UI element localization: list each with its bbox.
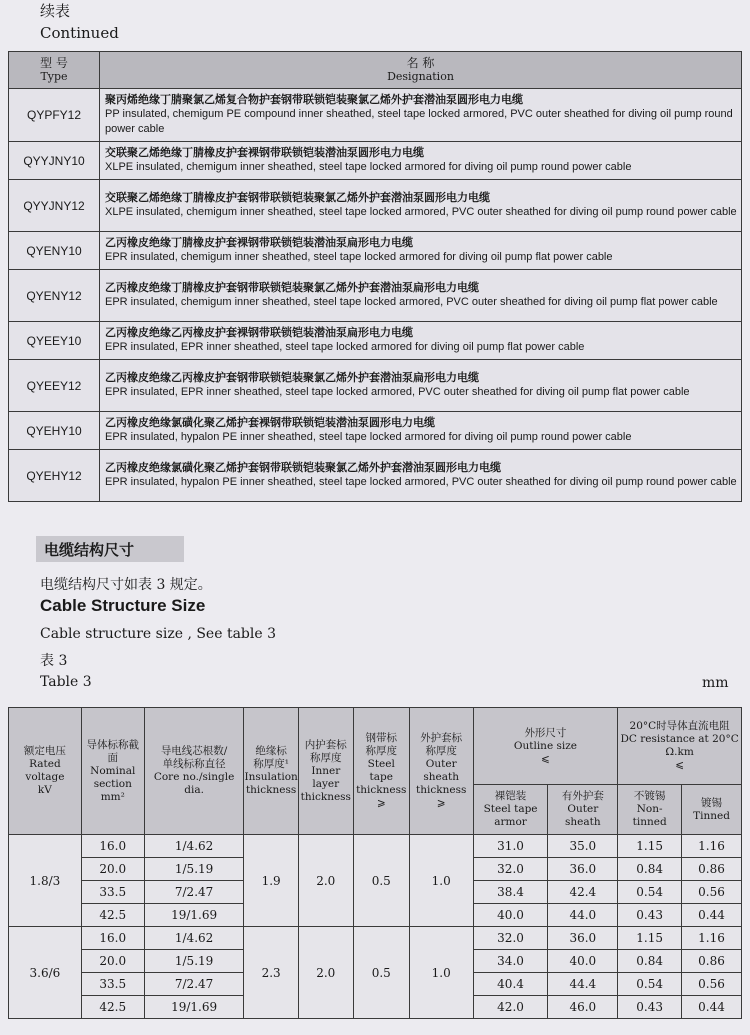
bare-armor-cell: 38.4 — [473, 881, 548, 904]
type-code: QYENY10 — [9, 232, 100, 270]
inner-header-en3: thickness — [300, 790, 351, 803]
tinned-header — [682, 785, 742, 835]
outer-header-en3: thickness — [416, 784, 467, 796]
designation-en: EPR insulated, EPR inner sheathed, steel tape locked armored for diving oil pump flat power cable — [105, 341, 585, 353]
outer-sheath-cell: 46.0 — [548, 996, 618, 1019]
inner-header-en2: layer — [312, 777, 340, 790]
nominal-section-cell: 16.0 — [81, 835, 144, 858]
nominal-section-cell: 33.5 — [81, 973, 144, 996]
bare-header-en1: Steel tape — [483, 803, 538, 815]
nontinned-header-en2: tinned — [632, 816, 667, 828]
non-tinned-cell: 1.15 — [618, 835, 682, 858]
outer-sheath-cell: 36.0 — [548, 927, 618, 950]
inner-header-en1: Inner — [311, 764, 341, 777]
designation-zh: 乙丙橡皮绝缘丁腈橡皮护套钢带联锁铠装聚氯乙烯外护套潜油泵扁形电力电缆 — [105, 281, 479, 294]
nontinned-header-en1: Non- — [636, 803, 663, 815]
outer-sheath-cell: 44.4 — [548, 973, 618, 996]
table1-header — [9, 52, 742, 89]
outer-sheath-header — [548, 785, 618, 835]
designation-row — [9, 180, 742, 232]
designation-zh: 乙丙橡皮绝缘丁腈橡皮护套裸钢带联锁铠装潜油泵扁形电力电缆 — [105, 236, 413, 249]
designation-cell — [100, 360, 742, 412]
table3-label-zh: 表 3 — [40, 653, 68, 669]
designation-row — [9, 232, 742, 270]
steel-header-zh1: 钢带标 — [365, 732, 397, 744]
steel-header-zh2: 称厚度 — [365, 745, 397, 757]
steel-thickness-cell: 0.5 — [353, 835, 409, 927]
section-header-en2: section — [93, 777, 132, 790]
outer-sheath-cell: 35.0 — [548, 835, 618, 858]
bare-armor-header — [473, 785, 548, 835]
continued-label-zh: 续表 — [40, 2, 71, 20]
inner-header — [298, 708, 353, 835]
insulation-header-zh2: 称厚度¹ — [253, 758, 289, 770]
core-dia-cell: 1/4.62 — [144, 927, 244, 950]
type-header — [9, 52, 100, 89]
core-dia-cell: 19/1.69 — [144, 904, 244, 927]
type-header-en: Type — [40, 70, 68, 83]
designation-row — [9, 270, 742, 322]
designation-zh: 聚丙烯绝缘丁腈聚氯乙烯复合物护套钢带联锁铠装聚氯乙烯外护套潜油泵圆形电力电缆 — [105, 93, 523, 106]
designation-row — [9, 89, 742, 142]
tinned-cell: 0.44 — [682, 904, 742, 927]
withouter-header-zh: 有外护套 — [561, 790, 604, 802]
designation-zh: 乙丙橡皮绝缘氯磺化聚乙烯护套裸钢带联锁铠装潜油泵圆形电力电缆 — [105, 416, 435, 429]
designation-en: PP insulated, chemigum PE compound inner sheathed, steel tape locked armored, PVC outer sheathed for diving oil pump round power cable — [105, 108, 733, 135]
outer-sheath-cell: 44.0 — [548, 904, 618, 927]
steel-header-en2: tape — [369, 771, 393, 783]
section-heading-en: Cable Structure Size — [40, 596, 206, 615]
non-tinned-cell: 1.15 — [618, 927, 682, 950]
core-header — [144, 708, 244, 835]
core-header-en2: dia. — [184, 784, 204, 796]
core-dia-cell: 1/5.19 — [144, 950, 244, 973]
steel-header-sym: ⩾ — [376, 797, 386, 809]
tinned-cell: 0.86 — [682, 858, 742, 881]
designation-en: EPR insulated, chemigum inner sheathed, steel tape locked armored, PVC outer sheathed for diving oil pump flat power cable — [105, 296, 718, 308]
outer-thickness-cell: 1.0 — [409, 835, 473, 927]
withouter-header-en1: Outer — [567, 803, 599, 815]
outer-sheath-cell: 40.0 — [548, 950, 618, 973]
designation-en: XLPE insulated, chemigum inner sheathed, steel tape locked armored, PVC outer sheathed for diving oil pump round power cable — [105, 206, 737, 218]
section-heading-zh: 电缆结构尺寸 — [44, 541, 135, 559]
outer-header-en2: sheath — [423, 771, 459, 783]
bare-armor-cell: 32.0 — [473, 858, 548, 881]
designation-en: EPR insulated, EPR inner sheathed, steel tape locked armored, PVC outer sheathed for diving oil pump flat power cable — [105, 386, 690, 398]
nominal-section-cell: 20.0 — [81, 858, 144, 881]
bare-armor-cell: 40.4 — [473, 973, 548, 996]
table-row — [9, 927, 742, 950]
designation-zh: 乙丙橡皮绝缘乙丙橡皮护套钢带联锁铠装聚氯乙烯外护套潜油泵扁形电力电缆 — [105, 371, 479, 384]
voltage-header-en2: voltage — [25, 771, 65, 783]
type-header-zh: 型 号 — [40, 56, 68, 70]
insulation-thickness-cell: 1.9 — [244, 835, 298, 927]
type-code: QYENY12 — [9, 270, 100, 322]
designation-zh: 乙丙橡皮绝缘氯磺化聚乙烯护套钢带联锁铠装聚氯乙烯外护套潜油泵圆形电力电缆 — [105, 461, 501, 474]
dc-header-sym: ⩽ — [675, 759, 685, 771]
outline-header-zh: 外形尺寸 — [524, 726, 567, 739]
dc-header-zh: 20°C时导体直流电阻 — [629, 720, 730, 732]
nominal-section-cell: 33.5 — [81, 881, 144, 904]
designation-cell — [100, 412, 742, 450]
core-header-zh2: 单线标称直径 — [162, 758, 226, 770]
dc-header-en2: Ω.km — [665, 746, 694, 758]
designation-header-en: Designation — [387, 70, 454, 83]
core-header-en1: Core no./single — [153, 771, 235, 783]
bare-header-zh: 裸铠装 — [494, 790, 527, 802]
core-dia-cell: 19/1.69 — [144, 996, 244, 1019]
designation-header-zh: 名 称 — [406, 56, 435, 70]
section-header — [81, 708, 144, 835]
withouter-header-en2: sheath — [565, 816, 601, 828]
outer-header-en1: Outer — [425, 758, 457, 770]
type-code: QYYJNY12 — [9, 180, 100, 232]
inner-thickness-cell: 2.0 — [298, 835, 353, 927]
non-tinned-cell: 0.43 — [618, 996, 682, 1019]
steel-header-en3: thickness — [356, 784, 407, 796]
non-tinned-cell: 0.84 — [618, 858, 682, 881]
designation-cell — [100, 322, 742, 360]
type-code: QYEHY12 — [9, 450, 100, 502]
designation-row — [9, 450, 742, 502]
outer-header-zh1: 外护套标 — [420, 732, 463, 744]
voltage-header — [9, 708, 82, 835]
type-code: QYEHY10 — [9, 412, 100, 450]
tinned-cell: 0.56 — [682, 881, 742, 904]
tinned-cell: 0.44 — [682, 996, 742, 1019]
designation-en: EPR insulated, chemigum inner sheathed, steel tape locked armored for diving oil pump flat power cable — [105, 251, 613, 263]
nominal-section-cell: 16.0 — [81, 927, 144, 950]
inner-header-zh2: 称厚度 — [310, 751, 342, 764]
nontinned-header-zh: 不镀锡 — [633, 790, 666, 802]
tinned-cell: 0.56 — [682, 973, 742, 996]
insulation-header — [244, 708, 298, 835]
designation-en: EPR insulated, hypalon PE inner sheathed, steel tape locked armored for diving oil pump round power cable — [105, 431, 632, 443]
designation-cell — [100, 89, 742, 142]
designation-zh: 乙丙橡皮绝缘乙丙橡皮护套裸钢带联锁铠装潜油泵扁形电力电缆 — [105, 326, 413, 339]
type-code: QYEEY12 — [9, 360, 100, 412]
designation-en: EPR insulated, hypalon PE inner sheathed, steel tape locked armored, PVC outer sheathed for diving oil pump round power cable — [105, 476, 737, 488]
tinned-header-en: Tinned — [693, 809, 730, 822]
type-designation-table — [8, 51, 742, 502]
non-tinned-cell: 0.54 — [618, 973, 682, 996]
designation-header — [100, 52, 742, 89]
tinned-cell: 1.16 — [682, 927, 742, 950]
nominal-section-cell: 20.0 — [81, 950, 144, 973]
outer-sheath-cell: 42.4 — [548, 881, 618, 904]
outer-sheath-cell: 36.0 — [548, 858, 618, 881]
designation-cell — [100, 232, 742, 270]
outer-header-zh2: 称厚度 — [425, 745, 457, 757]
nominal-section-cell: 42.5 — [81, 996, 144, 1019]
section-intro-zh: 电缆结构尺寸如表 3 规定。 — [40, 577, 212, 593]
rated-voltage-cell: 1.8/3 — [9, 835, 82, 927]
tinned-cell: 0.86 — [682, 950, 742, 973]
non-tinned-header — [618, 785, 682, 835]
core-header-zh1: 导电线芯根数/ — [160, 745, 228, 757]
bare-armor-cell: 40.0 — [473, 904, 548, 927]
tinned-cell: 1.16 — [682, 835, 742, 858]
outer-header — [409, 708, 473, 835]
section-header-en1: Nominal — [90, 764, 136, 777]
core-dia-cell: 1/5.19 — [144, 858, 244, 881]
insulation-header-en1: Insulation — [244, 771, 298, 783]
designation-row — [9, 412, 742, 450]
outline-header-en: Outline size — [513, 739, 577, 752]
bare-armor-cell: 32.0 — [473, 927, 548, 950]
continued-label-en: Continued — [40, 24, 119, 42]
section-intro-en: Cable structure size , See table 3 — [40, 626, 277, 642]
non-tinned-cell: 0.43 — [618, 904, 682, 927]
outline-header — [473, 708, 618, 785]
insulation-thickness-cell: 2.3 — [244, 927, 298, 1019]
bare-header-en2: armor — [494, 816, 527, 828]
outline-header-sym: ⩽ — [541, 752, 550, 765]
designation-row — [9, 360, 742, 412]
steel-header-en1: Steel — [367, 758, 395, 770]
rated-voltage-cell: 3.6/6 — [9, 927, 82, 1019]
bare-armor-cell: 34.0 — [473, 950, 548, 973]
designation-cell — [100, 142, 742, 180]
voltage-header-zh: 额定电压 — [23, 745, 66, 757]
unit-label: mm — [702, 675, 729, 691]
section-header-en3: mm² — [100, 790, 125, 803]
core-dia-cell: 7/2.47 — [144, 881, 244, 904]
table3-label-en: Table 3 — [40, 674, 92, 690]
bare-armor-cell: 31.0 — [473, 835, 548, 858]
type-code: QYYJNY10 — [9, 142, 100, 180]
type-code: QYEEY10 — [9, 322, 100, 360]
designation-cell — [100, 270, 742, 322]
dc-header — [618, 708, 742, 785]
section-header-zh: 导体标称截面 — [86, 738, 140, 764]
dc-header-en1: DC resistance at 20°C — [620, 733, 739, 745]
steel-thickness-cell: 0.5 — [353, 927, 409, 1019]
tinned-header-zh: 镀锡 — [701, 796, 723, 809]
outer-thickness-cell: 1.0 — [409, 927, 473, 1019]
voltage-header-en3: kV — [37, 784, 52, 796]
insulation-header-zh1: 绝缘标 — [255, 745, 287, 757]
designation-row — [9, 142, 742, 180]
designation-zh: 交联聚乙烯绝缘丁腈橡皮护套裸钢带联锁铠装潜油泵圆形电力电缆 — [105, 146, 424, 159]
nominal-section-cell: 42.5 — [81, 904, 144, 927]
designation-en: XLPE insulated, chemigum inner sheathed, steel tape locked armored for diving oil pump round power cable — [105, 161, 632, 173]
bare-armor-cell: 42.0 — [473, 996, 548, 1019]
non-tinned-cell: 0.54 — [618, 881, 682, 904]
steel-header — [353, 708, 409, 835]
core-dia-cell: 7/2.47 — [144, 973, 244, 996]
designation-cell — [100, 180, 742, 232]
inner-thickness-cell: 2.0 — [298, 927, 353, 1019]
table-row — [9, 835, 742, 858]
voltage-header-en1: Rated — [29, 758, 61, 770]
inner-header-zh1: 内护套标 — [304, 738, 347, 751]
table3-header-row-1 — [9, 708, 742, 785]
type-code: QYPFY12 — [9, 89, 100, 142]
designation-row — [9, 322, 742, 360]
cable-structure-table — [8, 707, 742, 1019]
core-dia-cell: 1/4.62 — [144, 835, 244, 858]
outer-header-sym: ⩾ — [436, 797, 446, 809]
designation-cell — [100, 450, 742, 502]
designation-zh: 交联聚乙烯绝缘丁腈橡皮护套钢带联锁铠装聚氯乙烯外护套潜油泵圆形电力电缆 — [105, 191, 490, 204]
non-tinned-cell: 0.84 — [618, 950, 682, 973]
insulation-header-en2: thickness — [245, 784, 297, 796]
